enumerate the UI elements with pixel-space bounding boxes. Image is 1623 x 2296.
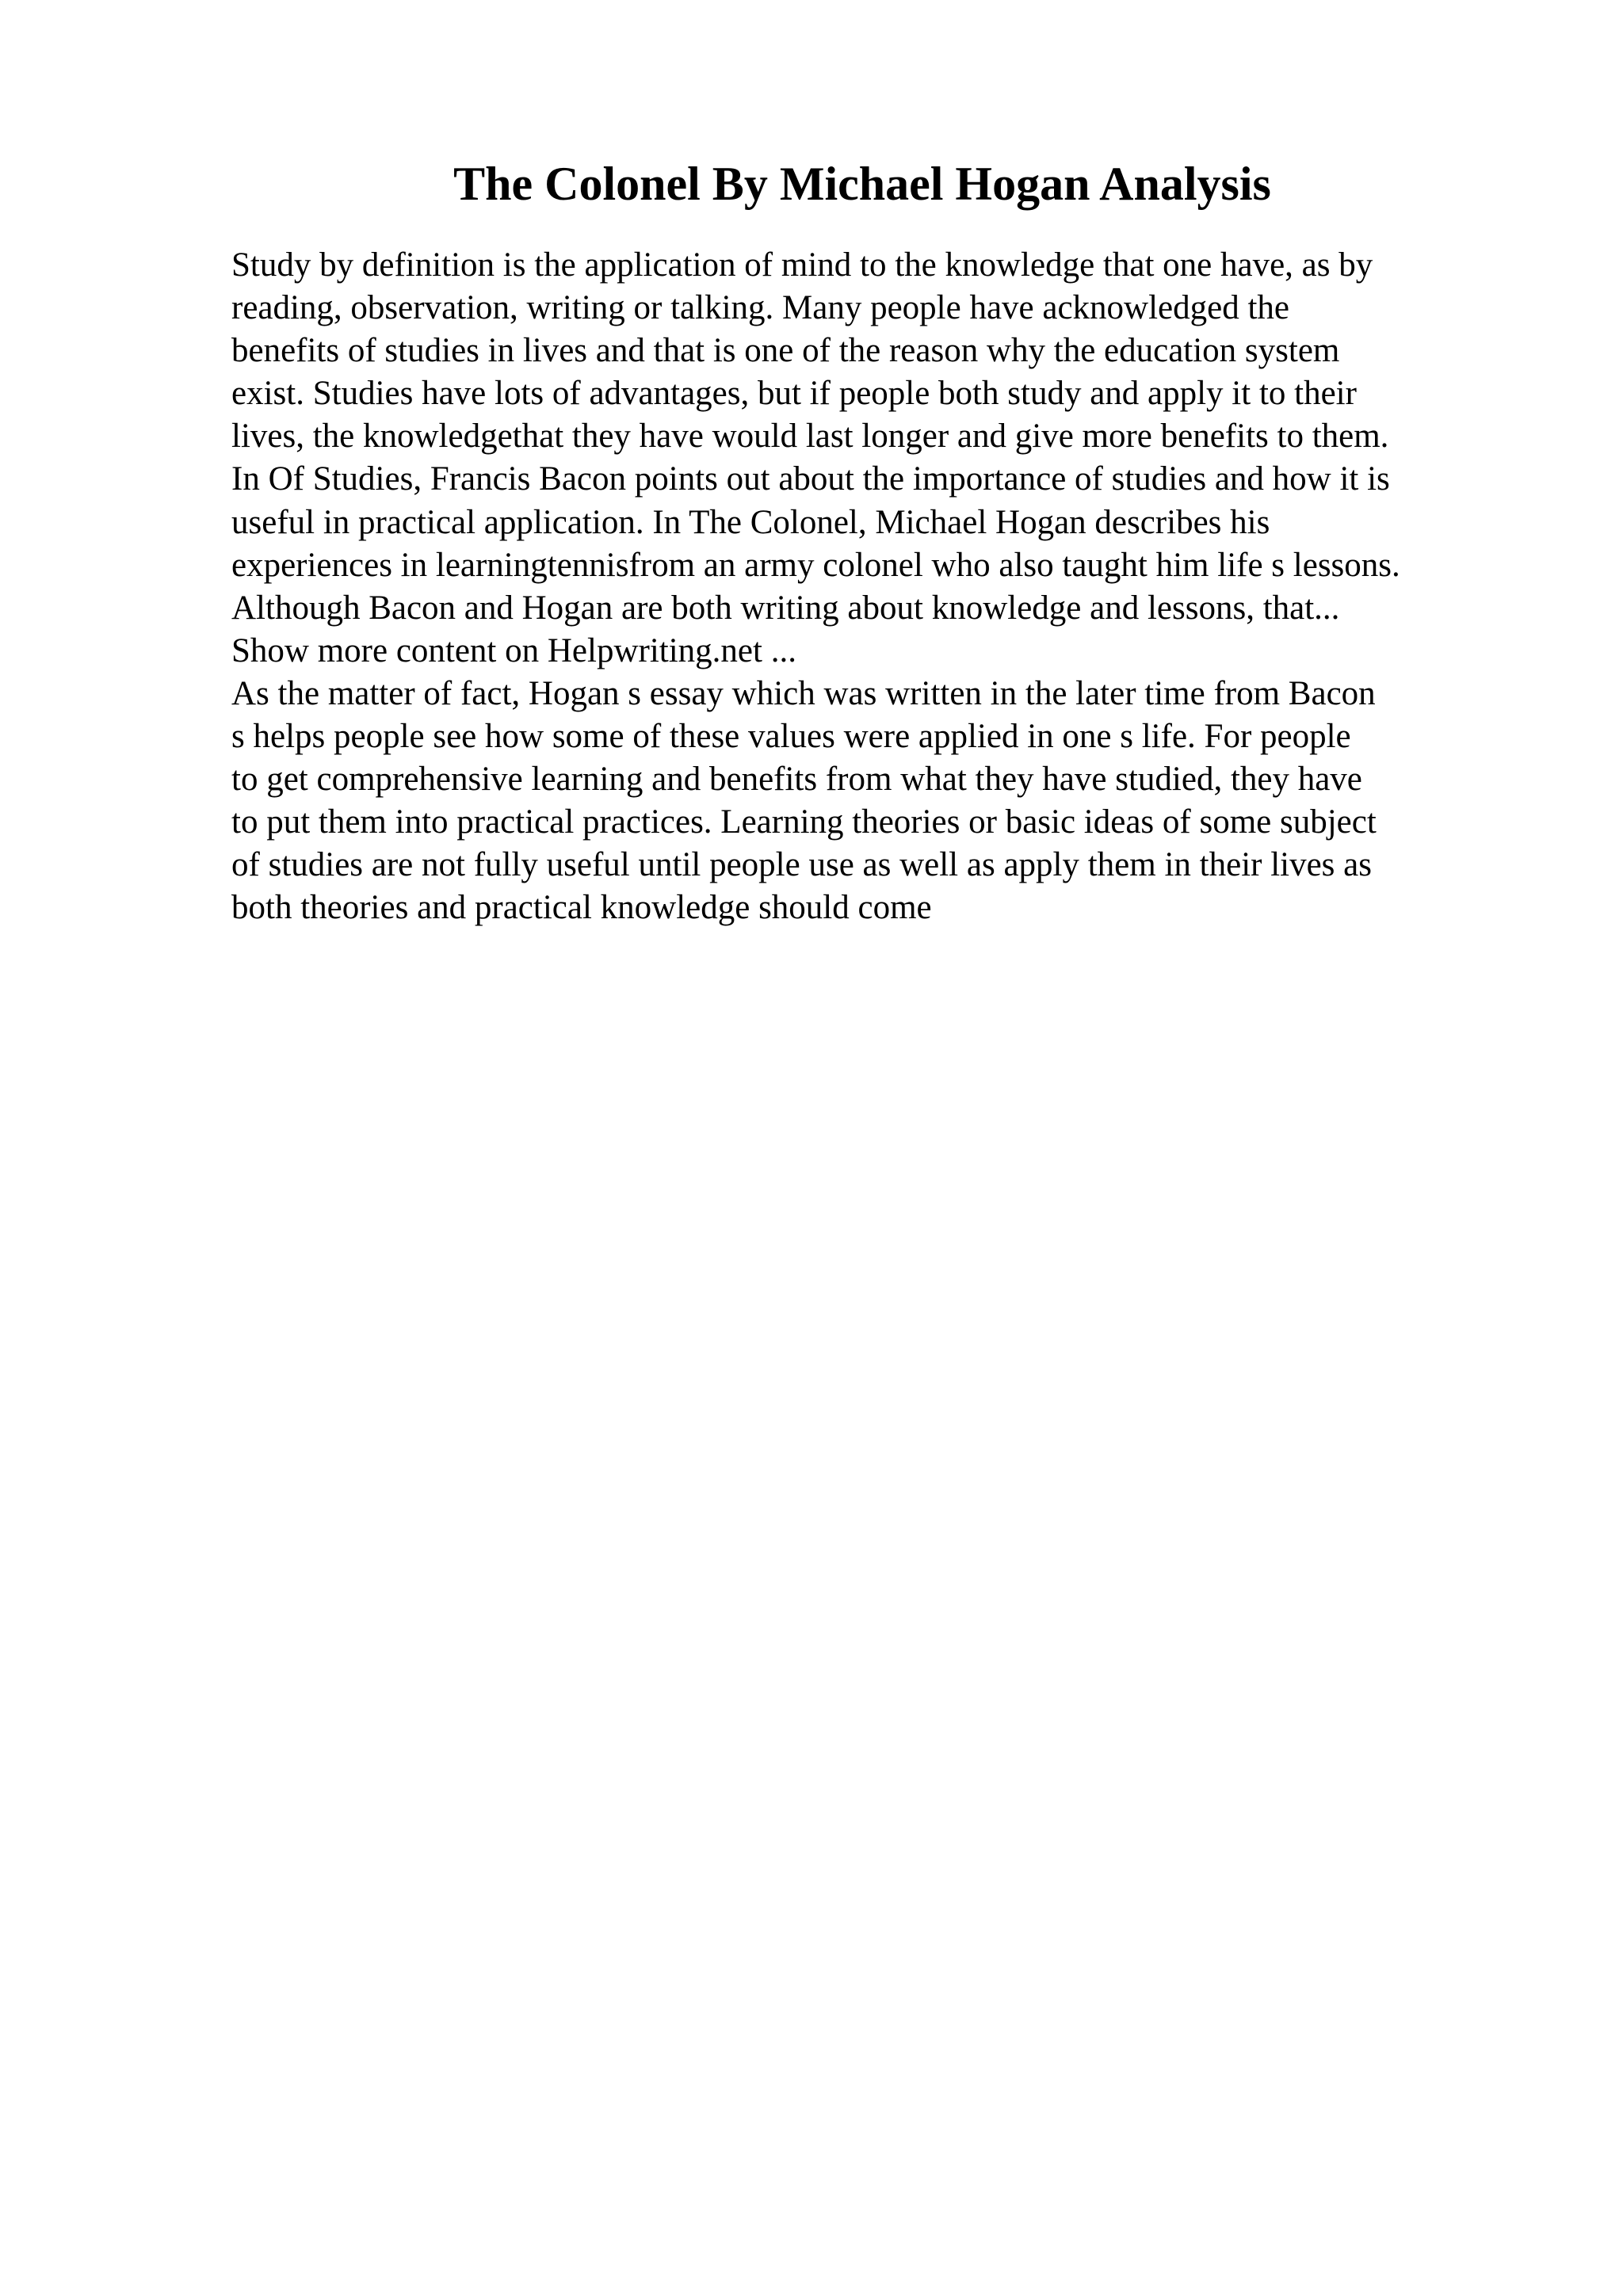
text-line: exist. Studies have lots of advantages, but if people both study and apply it to their bbox=[231, 375, 1357, 413]
text-line: lives, the knowledgethat they have would last longer and give more benefits to them. bbox=[231, 418, 1389, 456]
text-line: reading, observation, writing or talking. Many people have acknowledged the bbox=[231, 289, 1289, 327]
text-line: Study by definition is the application of mind to the knowledge that one have, as by bbox=[231, 246, 1373, 284]
text-line: benefits of studies in lives and that is one of the reason why the education system bbox=[231, 332, 1340, 370]
show-more-line: Show more content on Helpwriting.net ... bbox=[231, 631, 796, 669]
text-line: Although Bacon and Hogan are both writing about knowledge and lessons, that... bbox=[231, 589, 1340, 627]
text-line: In Of Studies, Francis Bacon points out about the importance of studies and how it is bbox=[231, 460, 1390, 498]
text-line: useful in practical application. In The Colonel, Michael Hogan describes his bbox=[231, 503, 1270, 541]
text-line: both theories and practical knowledge should come bbox=[231, 889, 932, 927]
text-line: experiences in learningtennisfrom an army colonel who also taught him life s lessons. bbox=[231, 546, 1400, 584]
text-line: to put them into practical practices. Learning theories or basic ideas of some subject bbox=[231, 803, 1377, 841]
document-title: The Colonel By Michael Hogan Analysis bbox=[453, 158, 1271, 210]
text-line: to get comprehensive learning and benefits from what they have studied, they have bbox=[231, 761, 1362, 799]
document-body bbox=[231, 244, 1515, 930]
text-line: As the matter of fact, Hogan s essay which was written in the later time from Bacon bbox=[231, 674, 1376, 712]
text-line: of studies are not fully useful until people use as well as apply them in their lives as bbox=[231, 846, 1372, 884]
text-line: s helps people see how some of these values were applied in one s life. For people bbox=[231, 718, 1351, 756]
